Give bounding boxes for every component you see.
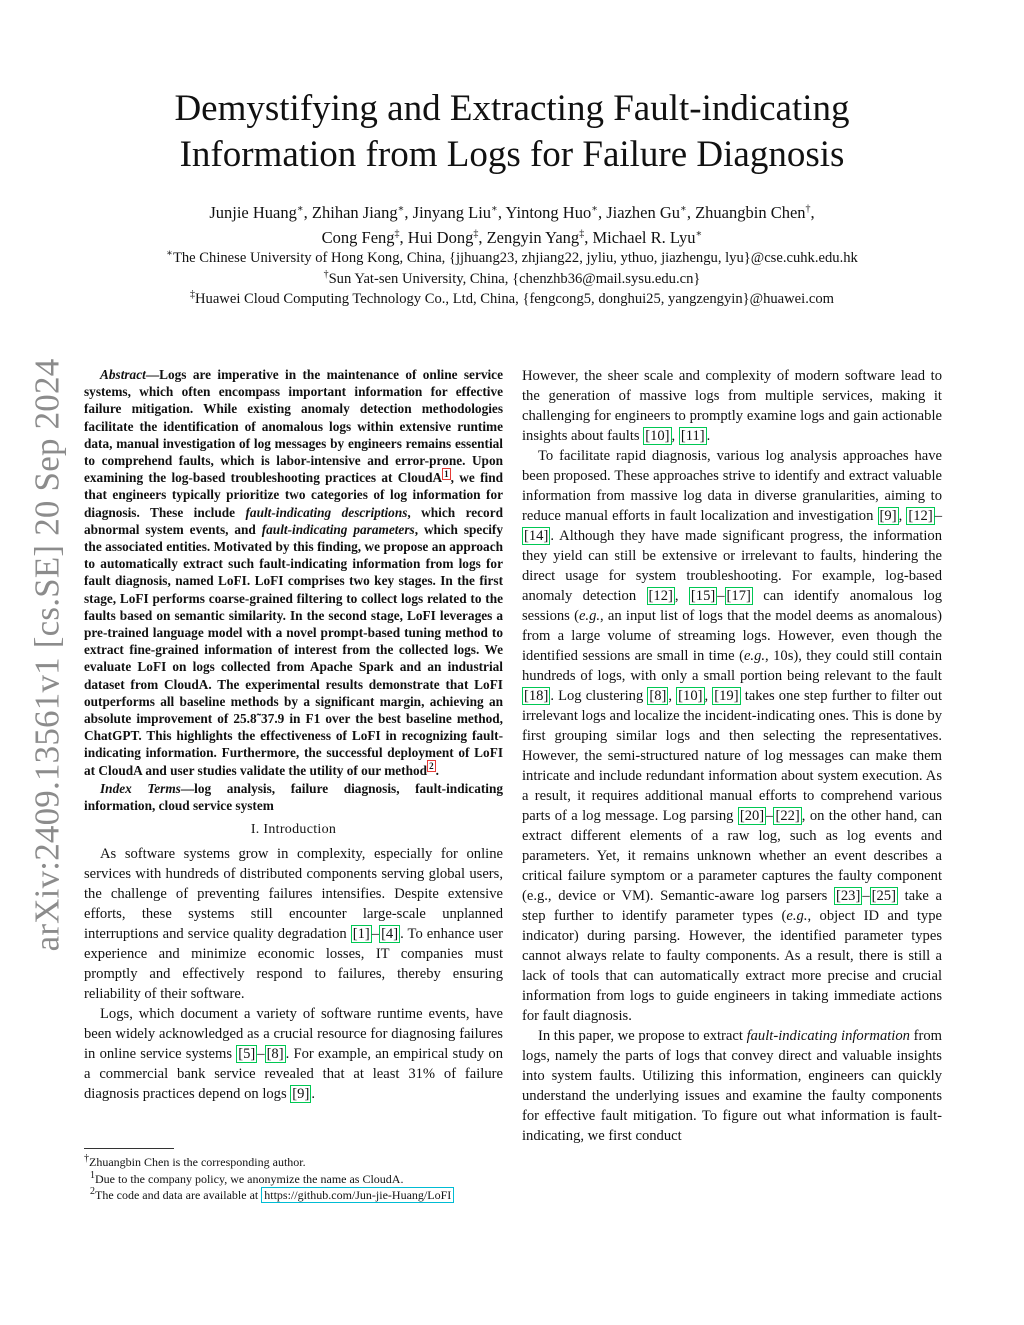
arxiv-id: arXiv:2409.13561v1 [cs.SE] 20 Sep 2024 (27, 358, 67, 952)
author: Zengyin Yang‡ (486, 228, 585, 247)
index-terms: Index Terms—log analysis, failure diagnosis, fault-indicating information, cloud service system (84, 780, 504, 814)
abstract: Abstract—Logs are imperative in the maintenance of online service systems, which often encompass important information for effective failure mitigation. While existing anomaly detection methodologies facilitate the identification of anomalous logs within extensive runtime data, manual investigation of log messages by engineers remains essential to comprehend faults, which is labor-intensive and error-prone. Upon examining the log-based troubleshooting practices at CloudA $^1$ , we find that engineers typically prioritize two categories of log information for diagnosis. These include fault-indicating descriptions, which record abnormal system events, and fault-indicating parameters, which specify the associated entities. Motivated by this finding, we propose an approach to automatically extract such fault-indicating information from logs for fault diagnosis, named LoFI. LoFI comprises two key stages. In the first stage, LoFI performs coarse-grained filtering to collect logs related to the faults based on semantic similarity. In the second stage, LoFI leverages a pre-trained language model with a novel prompt-based tuning method to extract fine-grained information of interest from the collected logs. We evaluate LoFI on logs collected from Apache Spark and an industrial dataset from CloudA. The experimental results demonstrate that LoFI outperforms all baseline methods by a significant margin, achieving an absolute improvement of 25.8˜37.9 in F1 over the best baseline method, ChatGPT. This highlights the effectiveness of LoFI in recognizing fault-indicating information. Furthermore, the successful deployment of LoFI at CloudA and user studies validate the utility of our method $^2$ . (84, 367, 504, 778)
citation-link[interactable]: [9] (879, 508, 897, 524)
citation-link[interactable]: [12] (648, 588, 673, 604)
authors-line-2: Cong Feng‡, Hui Dong‡, Zengyin Yang‡, Michael R. Lyu∗ (321, 228, 703, 247)
authors-line-1: Junjie Huang∗, Zhihan Jiang∗, Jinyang Liu∗, Yintong Huo∗, Jiazhen Gu∗, Zhuangbin Chen†, (209, 203, 815, 222)
right-paragraph-3: In this paper, we propose to extract fault-indicating information from logs, namely the parts of logs that convey direct and valuable insights into system faults. Utilizing this information, engineers can quickly understand the underlying issues and examine the faulty components for effective fault mitigation. To figure out what information is fault-indicating, we first conduct (522, 1028, 942, 1144)
citation-link[interactable]: [8] (266, 1046, 284, 1063)
author: Junjie Huang∗ (209, 203, 304, 222)
affiliations (90, 248, 934, 310)
citation-link[interactable]: [14] (524, 528, 549, 544)
citation-link[interactable]: [9] (292, 1086, 310, 1103)
affiliation: †Sun Yat-sen University, China, {chenzhb36@mail.sysu.edu.cn} (323, 268, 701, 287)
citation-link[interactable]: [1] (352, 926, 370, 943)
footnote-rule (84, 1148, 174, 1149)
left-column (84, 366, 503, 1104)
citation-link[interactable]: [15] (690, 588, 716, 604)
footnotes (84, 1154, 503, 1204)
author: Zhuangbin Chen† (695, 203, 811, 222)
footnote-ref-2[interactable]: 2 (429, 761, 434, 772)
right-paragraph-1: However, the sheer scale and complexity of modern software lead to the generation of massive logs from multiple services, making it challenging for engineers to promptly examine logs and gain actionable insights about faults [10] , [11] . (522, 368, 942, 444)
citation-link[interactable]: [10] (678, 688, 703, 704)
title-line-1: Demystifying and Extracting Fault-indicating (174, 88, 850, 129)
citation-link[interactable]: [17] (726, 588, 751, 604)
citation-link[interactable]: [4] (381, 926, 399, 943)
author: Zhihan Jiang∗ (311, 203, 405, 222)
author: Yintong Huo∗ (505, 203, 598, 222)
intro-paragraph-1: As software systems grow in complexity, especially for online services with hundreds of distributed components serving global users, the challenge of preventing failures intensifies. Despite extensive efforts, these systems still encounter large-scale unplanned interruptions and service quality degradation [1] – [4] . To enhance user experience and minimize economic losses, IT companies must promptly and effectively respond to failures, thereby ensuring reliability of their software. (84, 846, 503, 1003)
intro-paragraph-2: Logs, which document a variety of software runtime events, have been widely acknowledged as a crucial resource for diagnosing failures in online service systems [5] – [8] . For example, an empirical study on a commercial bank service revealed that at least 31% of failure diagnosis practices depend on logs [9] . (84, 1006, 503, 1103)
citation-link[interactable]: [19] (714, 688, 739, 704)
citation-link[interactable]: [11] (680, 428, 705, 444)
citation-link[interactable]: [8] (649, 688, 667, 704)
author: Cong Feng‡ (321, 228, 400, 247)
footnote-2: $^2$The code and data are available at https://github.com/Jun-jie-Huang/LoFI (84, 1187, 503, 1204)
paper-title (100, 86, 924, 178)
author: Jinyang Liu∗ (412, 203, 498, 222)
author: Hui Dong‡ (407, 228, 479, 247)
citation-link[interactable]: [10] (645, 428, 670, 444)
citation-link[interactable]: [23] (835, 888, 861, 904)
right-paragraph-2: To facilitate rapid diagnosis, various log analysis approaches have been proposed. These approaches strive to identify and extract valuable information from massive log data in diverse granularities, aiming to reduce manual efforts in fault localization and investigation [9] , [12] –[14] . Although they have made significant progress, the information they yield can still be extensive or irrelevant to faults, hindering the direct usage for system troubleshooting. For example, log-based anomaly detection [12] , [15] – [17] can identify anomalous log sessions (e.g., an input list of logs that the model deems as anomalous) from a large volume of streaming logs. However, even though the identified sessions are small in time (e.g., 10s), they could still contain hundreds of logs, with only a small portion being relevant to the fault [18] . Log clustering [8] , [10] , [19] takes one step further to filter out irrelevant logs and localize the incident-indicating ones. This is done by first grouping similar logs and then selecting the representatives. However, the semi-structured nature of log messages can make them intricate and include redundant information about system execution. As a result, it requires additional manual efforts to comprehend various parts of a log message. Log parsing [20] – [22] , on the other hand, can extract different elements of a raw log, such as log events and parameters. Yet, it remains unknown whether an event describes a critical failure symptom or a parameter captures the faulty component (e.g., device or VM). Semantic-aware log parsers [23] – [25] take a step further to identify parameter types (e.g., object ID and type indicator) during parsing. However, the identified parameter types cannot always relate to faulty components. As a result, there is still a lack of tools that can automatically extract more precise and crucial information from logs to guide engineers in taking immediate actions for fault diagnosis. (522, 448, 943, 1024)
citation-link[interactable]: [20] (739, 808, 765, 824)
footnote-ref-1[interactable]: 1 (444, 468, 449, 479)
github-link[interactable]: https://github.com/Jun-jie-Huang/LoFI (261, 1187, 454, 1203)
author: Michael R. Lyu∗ (592, 228, 703, 247)
citation-link[interactable]: [18] (524, 688, 549, 704)
right-column (522, 366, 942, 1146)
citation-link[interactable]: [12] (908, 508, 933, 524)
citation-link[interactable]: [22] (775, 808, 800, 824)
arxiv-stamp (18, 358, 76, 952)
title-line-2: Information from Logs for Failure Diagnosis (179, 134, 845, 175)
section-heading-introduction: I. Introduction (250, 822, 337, 838)
citation-link[interactable]: [25] (871, 888, 896, 904)
affiliation: ‡Huawei Cloud Computing Technology Co., Ltd, China, {fengcong5, donghui25, yangzengyin}@huawei.com (189, 289, 834, 307)
footnote-1: $^1$Due to the company policy, we anonymize the name as CloudA. (90, 1169, 404, 1186)
author-list (90, 200, 934, 250)
footnote-corresponding: †Zhuangbin Chen is the corresponding author. (84, 1153, 306, 1169)
affiliation: ∗The Chinese University of Hong Kong, China, {jjhuang23, zhjiang22, jyliu, ythuo, jiazhengu, lyu}@cse.cuhk.edu.hk (166, 248, 858, 266)
citation-link[interactable]: [5] (238, 1046, 256, 1063)
author: Jiazhen Gu∗ (606, 203, 687, 222)
